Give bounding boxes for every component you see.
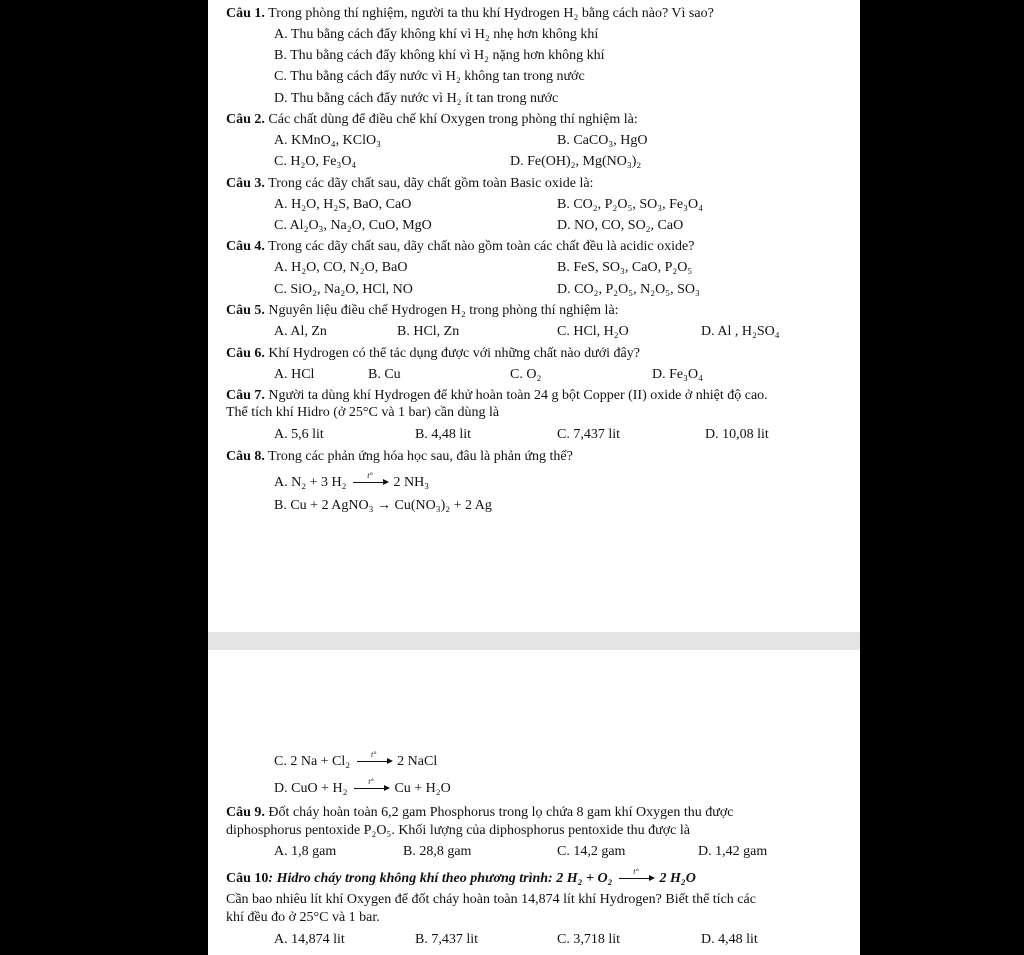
option-b: B. HCl, Zn xyxy=(397,324,460,339)
question-2 xyxy=(226,111,638,128)
equation-products: 2 NH₃ xyxy=(393,475,430,490)
option-c: C. O₂ xyxy=(510,367,542,382)
option-a: A. 14,874 lit xyxy=(274,932,345,947)
equation-b: B. Cu + 2 AgNO₃ → Cu(NO₃)₂ + 2 Ag xyxy=(274,498,492,513)
option-d: D. 10,08 lit xyxy=(705,427,769,442)
arrow-condition: t° xyxy=(368,777,374,786)
question-label: Câu 5. xyxy=(226,303,265,318)
equation-reactants: D. CuO + H₂ xyxy=(274,781,348,796)
option-a: A. Al, Zn xyxy=(274,324,327,339)
question-label: Câu 2. xyxy=(226,112,265,127)
option-c: C. Thu bằng cách đẩy nước vì H₂ không tan trong nước xyxy=(274,69,585,84)
option-b: B. Cu xyxy=(368,367,401,382)
question-heading: : Hidro cháy trong không khí theo phương trình: 2 H₂ + O₂ xyxy=(268,871,613,886)
question-text: Trong các dãy chất sau, dãy chất nào gồm toàn các chất đều là acidic oxide? xyxy=(268,239,695,254)
question-text-continued: Thể tích khí Hidro (ở 25°C và 1 bar) cần dùng là xyxy=(226,405,500,420)
option-b: B. FeS, SO₃, CaO, P₂O₅ xyxy=(557,260,693,275)
question-text: Trong các phản ứng hóa học sau, đâu là phản ứng thế? xyxy=(268,449,573,464)
document-page-2 xyxy=(208,650,860,955)
option-a: A. HCl xyxy=(274,367,315,382)
option-b: B. 28,8 gam xyxy=(403,844,472,859)
question-text: Nguyên liệu điều chế Hydrogen H₂ trong phòng thí nghiệm là: xyxy=(268,303,619,318)
document-page-1 xyxy=(208,0,860,632)
arrow-condition: t° xyxy=(367,471,373,480)
option-a: A. Thu bằng cách đẩy không khí vì H₂ nhẹ hơn không khí xyxy=(274,27,599,42)
question-text-continued: diphosphorus pentoxide P₂O₅. Khối lượng của diphosphorus pentoxide thu được là xyxy=(226,823,690,838)
option-d: D. Fe(OH)₂, Mg(NO₃)₂ xyxy=(510,154,642,169)
option-d: D. Thu bằng cách đẩy nước vì H₂ ít tan trong nước xyxy=(274,91,559,106)
option-d: D. Fe₃O₄ xyxy=(652,367,703,382)
option-a: A. 1,8 gam xyxy=(274,844,337,859)
option-a: A. H₂O, CO, N₂O, BaO xyxy=(274,260,408,275)
option-a: A. 5,6 lit xyxy=(274,427,324,442)
question-9 xyxy=(226,804,733,821)
question-label: Câu 1. xyxy=(226,6,265,21)
page-separator xyxy=(208,632,860,650)
option-c: C. 14,2 gam xyxy=(557,844,626,859)
question-10 xyxy=(226,867,696,887)
option-b: B. CO₂, P₂O₅, SO₃, Fe₃O₄ xyxy=(557,197,703,212)
equation-reactants: C. 2 Na + Cl₂ xyxy=(274,754,351,769)
option-c: C. Al₂O₃, Na₂O, CuO, MgO xyxy=(274,218,432,233)
arrow-condition: t° xyxy=(370,750,377,759)
question-text: Cần bao nhiêu lít khí Oxygen để đốt cháy hoàn toàn 14,874 lít khí Hydrogen? Biết thể tích các xyxy=(226,892,756,907)
option-c: C. 3,718 lit xyxy=(557,932,621,947)
question-1 xyxy=(226,5,714,22)
option-d: D. 1,42 gam xyxy=(698,844,768,859)
question-7 xyxy=(226,387,768,404)
equation-c xyxy=(274,750,438,770)
option-a: A. KMnO₄, KClO₃ xyxy=(274,133,381,148)
question-label: Câu 4. xyxy=(226,239,265,254)
equation-a xyxy=(274,471,430,491)
option-d: D. NO, CO, SO₂, CaO xyxy=(557,218,684,233)
question-text: Các chất dùng để điều chế khí Oxygen trong phòng thí nghiệm là: xyxy=(268,112,638,127)
option-b: B. 7,437 lit xyxy=(415,932,479,947)
question-8 xyxy=(226,448,573,465)
question-text: Trong các dãy chất sau, dãy chất gồm toàn Basic oxide là: xyxy=(268,176,594,191)
option-b: B. 4,48 lit xyxy=(415,427,472,442)
question-text-continued: khí đều đo ở 25°C và 1 bar. xyxy=(226,910,380,925)
reaction-arrow xyxy=(351,777,391,797)
question-text: Trong phòng thí nghiệm, người ta thu khí Hydrogen H₂ bằng cách nào? Vì sao? xyxy=(268,6,714,21)
question-heading-product: 2 H₂O xyxy=(659,871,696,886)
question-5 xyxy=(226,302,619,319)
question-label: Câu 6. xyxy=(226,346,265,361)
reaction-arrow xyxy=(616,867,656,887)
question-text: Người ta dùng khí Hydrogen để khử hoàn toàn 24 g bột Copper (II) oxide ở nhiệt độ cao. xyxy=(268,388,768,403)
question-text: Khí Hydrogen có thể tác dụng được với những chất nào dưới đây? xyxy=(268,346,640,361)
option-c: C. HCl, H₂O xyxy=(557,324,629,339)
question-4 xyxy=(226,238,694,255)
equation-reactants: A. N₂ + 3 H₂ xyxy=(274,475,347,490)
option-b: B. CaCO₃, HgO xyxy=(557,133,648,148)
option-a: A. H₂O, H₂S, BaO, CaO xyxy=(274,197,412,212)
reaction-arrow xyxy=(354,750,394,770)
option-d: D. 4,48 lit xyxy=(701,932,758,947)
question-6 xyxy=(226,345,640,362)
equation-products: 2 NaCl xyxy=(397,754,438,769)
option-c: C. H₂O, Fe₃O₄ xyxy=(274,154,357,169)
arrow-condition: t° xyxy=(633,867,639,876)
reaction-arrow xyxy=(350,471,390,491)
option-c: C. SiO₂, Na₂O, HCl, NO xyxy=(274,282,413,297)
question-label: Câu 3. xyxy=(226,176,265,191)
option-d: D. Al , H₂SO₄ xyxy=(701,324,780,339)
question-label: Câu 8. xyxy=(226,449,265,464)
equation-d xyxy=(274,777,451,797)
question-3 xyxy=(226,175,593,192)
equation-products: Cu + H₂O xyxy=(394,781,451,796)
option-c: C. 7,437 lit xyxy=(557,427,621,442)
option-d: D. CO₂, P₂O₅, N₂O₅, SO₃ xyxy=(557,282,700,297)
question-label: Câu 9. xyxy=(226,805,265,820)
question-label: Câu 10 xyxy=(226,871,269,886)
question-label: Câu 7. xyxy=(226,388,265,403)
question-text: Đốt cháy hoàn toàn 6,2 gam Phosphorus trong lọ chứa 8 gam khí Oxygen thu được xyxy=(268,805,734,820)
option-b: B. Thu bằng cách đẩy không khí vì H₂ nặng hơn không khí xyxy=(274,48,605,63)
